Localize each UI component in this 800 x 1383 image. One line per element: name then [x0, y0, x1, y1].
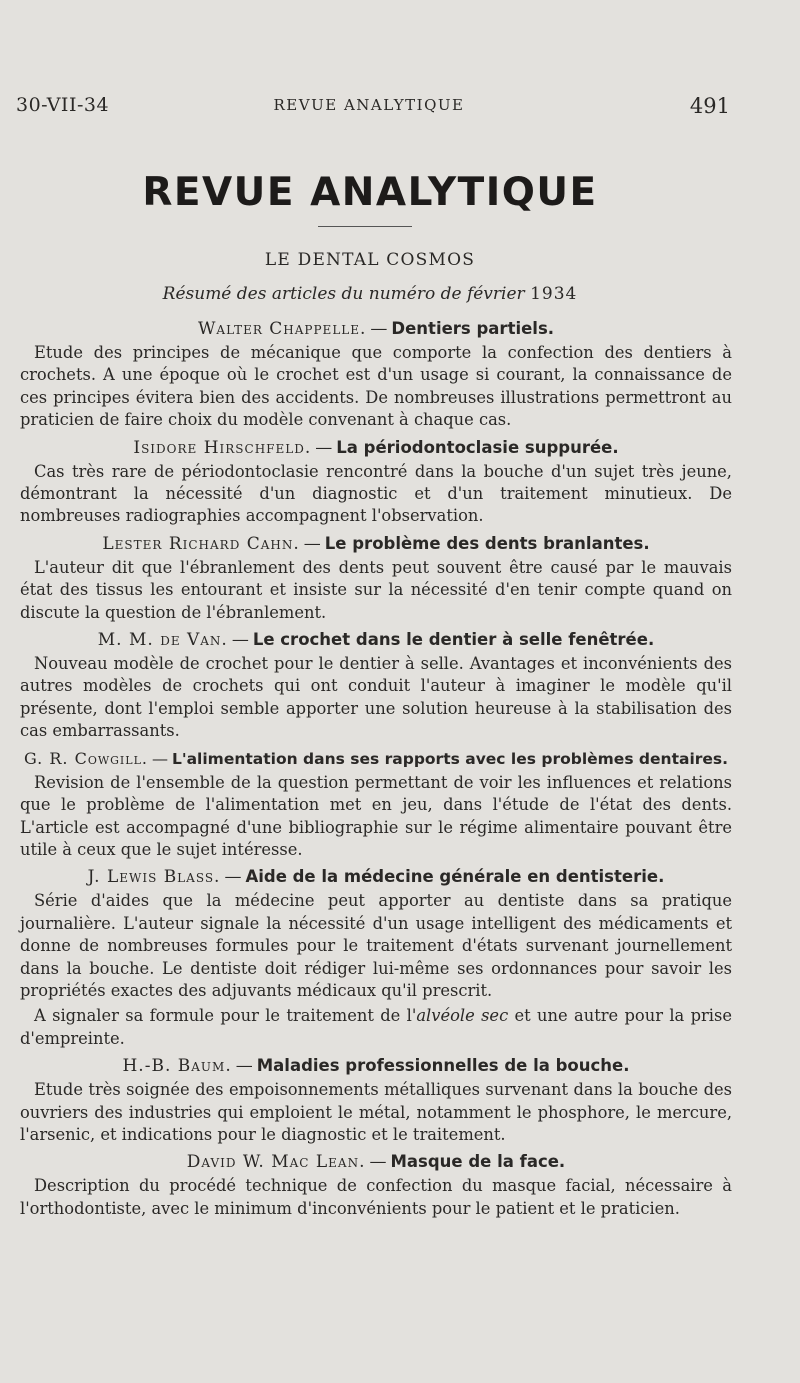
article-heading: H.-B. Baum. — Maladies professionnelles de la bouche.: [122, 1056, 630, 1077]
article-paragraph: Nouveau modèle de crochet pour le dentier à selle. Avantages et inconvénients des autres modèles de crochets qui ont conduit l'auteur à imaginer le modèle qu'il présente, dont l'emploi semble apporter une solution heureuse à la stabilisation des cas embarrassants.: [20, 654, 732, 741]
article-paragraph: Description du procédé technique de confection du masque facial, nécessaire à l'orthodontiste, avec le minimum d'inconvénients pour le patient et le praticien.: [20, 1176, 732, 1218]
article-paragraph: Revision de l'ensemble de la question permettant de voir les influences et relations que le problème de l'alimentation met en jeu, dans l'étude de l'état des dents. L'article est accompagné d'une bibliographie sur le régime alimentaire pouvant être utile à ceux que le sujet intéresse.: [20, 772, 732, 859]
article-title: La périodontoclasie suppurée.: [336, 437, 619, 457]
article-paragraph: [20, 1005, 732, 1050]
article-title: Dentiers partiels.: [391, 319, 555, 338]
running-header: [0, 94, 800, 124]
paragraph-text: et une autre pour la prise d'empreinte.: [20, 1006, 732, 1048]
article-summary: [20, 864, 732, 1050]
article-heading: G. R. Cowgill. — L'alimentation dans ses rapports avec les problèmes dentaires.: [23, 748, 729, 768]
article-paragraph: L'auteur dit que l'ébranlement des dents peut souvent être causé par le mauvais état des tissus les entourant et insiste sur la nécessité d'en tenir compte quand on discute la question de l'ébranlement.: [20, 557, 732, 622]
article-author: Isidore Hirschfeld.: [133, 437, 312, 458]
header-date: 30-VII-34: [16, 94, 110, 116]
article-paragraph: Etude très soignée des empoisonnements métalliques survenant dans la bouche des ouvriers des industries qui emploient le métal, notamment le phosphore, le mercure, l'arsenic, et indications pour le diagnostic et le traitement.: [20, 1080, 732, 1144]
article-summary: [20, 531, 732, 624]
article-title: L'alimentation dans ses rapports avec les problèmes dentaires.: [171, 749, 729, 768]
article-author: Walter Chappelle.: [197, 319, 367, 339]
article-author: H.-B. Baum.: [122, 1056, 232, 1077]
article-summary: [20, 1149, 732, 1220]
title-rule-divider: [318, 226, 412, 227]
article-heading: Isidore Hirschfeld. — La périodontoclasie suppurée.: [133, 437, 619, 458]
issue-subtitle: [0, 284, 740, 304]
article-summary: [20, 1053, 732, 1146]
article-heading: David W. Mac Lean. — Masque de la face.: [186, 1152, 566, 1173]
article-heading: M. M. de Van. — Le crochet dans le dentier à selle fenêtrée.: [97, 630, 655, 651]
article-heading: Walter Chappelle. — Dentiers partiels.: [197, 319, 555, 339]
italic-term: alvéole sec: [416, 1006, 509, 1026]
article-author: J. Lewis Blass.: [87, 867, 221, 888]
article-paragraph: Série d'aides que la médecine peut apporter au dentiste dans sa pratique journalière. L'auteur signale la nécessité d'un usage intelligent des médicaments et donne de nombreuses formules pour le traitement d'états survenant journellement dans la bouche. Le dentiste doit rédiger lui-même ses ordonnances pour savoir les propriétés exactes des adjuvants médicaux qu'il prescrit.: [20, 891, 732, 1000]
subtitle-text: Résumé des articles du numéro de février: [162, 284, 525, 304]
article-summary: [20, 627, 732, 743]
article-summary: [20, 746, 732, 862]
article-author: David W. Mac Lean.: [186, 1152, 366, 1173]
article-title: Le crochet dans le dentier à selle fenêtrée.: [252, 630, 655, 650]
article-author: M. M. de Van.: [97, 630, 228, 651]
article-title: Aide de la médecine générale en dentisterie.: [245, 867, 665, 887]
journal-name: LE DENTAL COSMOS: [264, 250, 476, 270]
article-heading: Lester Richard Cahn. — Le problème des dents branlantes.: [102, 533, 650, 554]
article-heading: J. Lewis Blass. — Aide de la médecine générale en dentisterie.: [87, 867, 665, 888]
article-paragraph: Cas très rare de périodontoclasie rencontré dans la bouche d'un sujet très jeune, démontrant la nécessité d'un diagnostic et d'un traitement minutieux. De nombreuses radiographies accompagnent l'observation.: [20, 461, 732, 526]
article-title: Le problème des dents branlantes.: [324, 533, 650, 553]
article-list: [20, 316, 732, 1223]
header-running-title: REVUE ANALYTIQUE: [273, 96, 465, 114]
page-number: 491: [689, 94, 730, 118]
article-title: Masque de la face.: [390, 1152, 566, 1172]
article-title: Maladies professionnelles de la bouche.: [256, 1056, 630, 1076]
page-title: REVUE ANALYTIQUE: [142, 170, 598, 215]
article-author: Lester Richard Cahn.: [102, 533, 300, 554]
article-summary: [20, 316, 732, 432]
article-summary: [20, 435, 732, 528]
article-author: G. R. Cowgill.: [23, 748, 148, 768]
article-paragraph: Etude des principes de mécanique que comporte la confection des dentiers à crochets. A une époque où le crochet est d'un usage si courant, la connaissance de ces principes évitera bien des accidents. De nombreuses illustrations permettront au praticien de faire choix du modèle convenant à chaque cas.: [20, 343, 732, 430]
subtitle-year: 1934: [530, 284, 578, 304]
paragraph-text: A signaler sa formule pour le traitement de l': [34, 1006, 417, 1026]
